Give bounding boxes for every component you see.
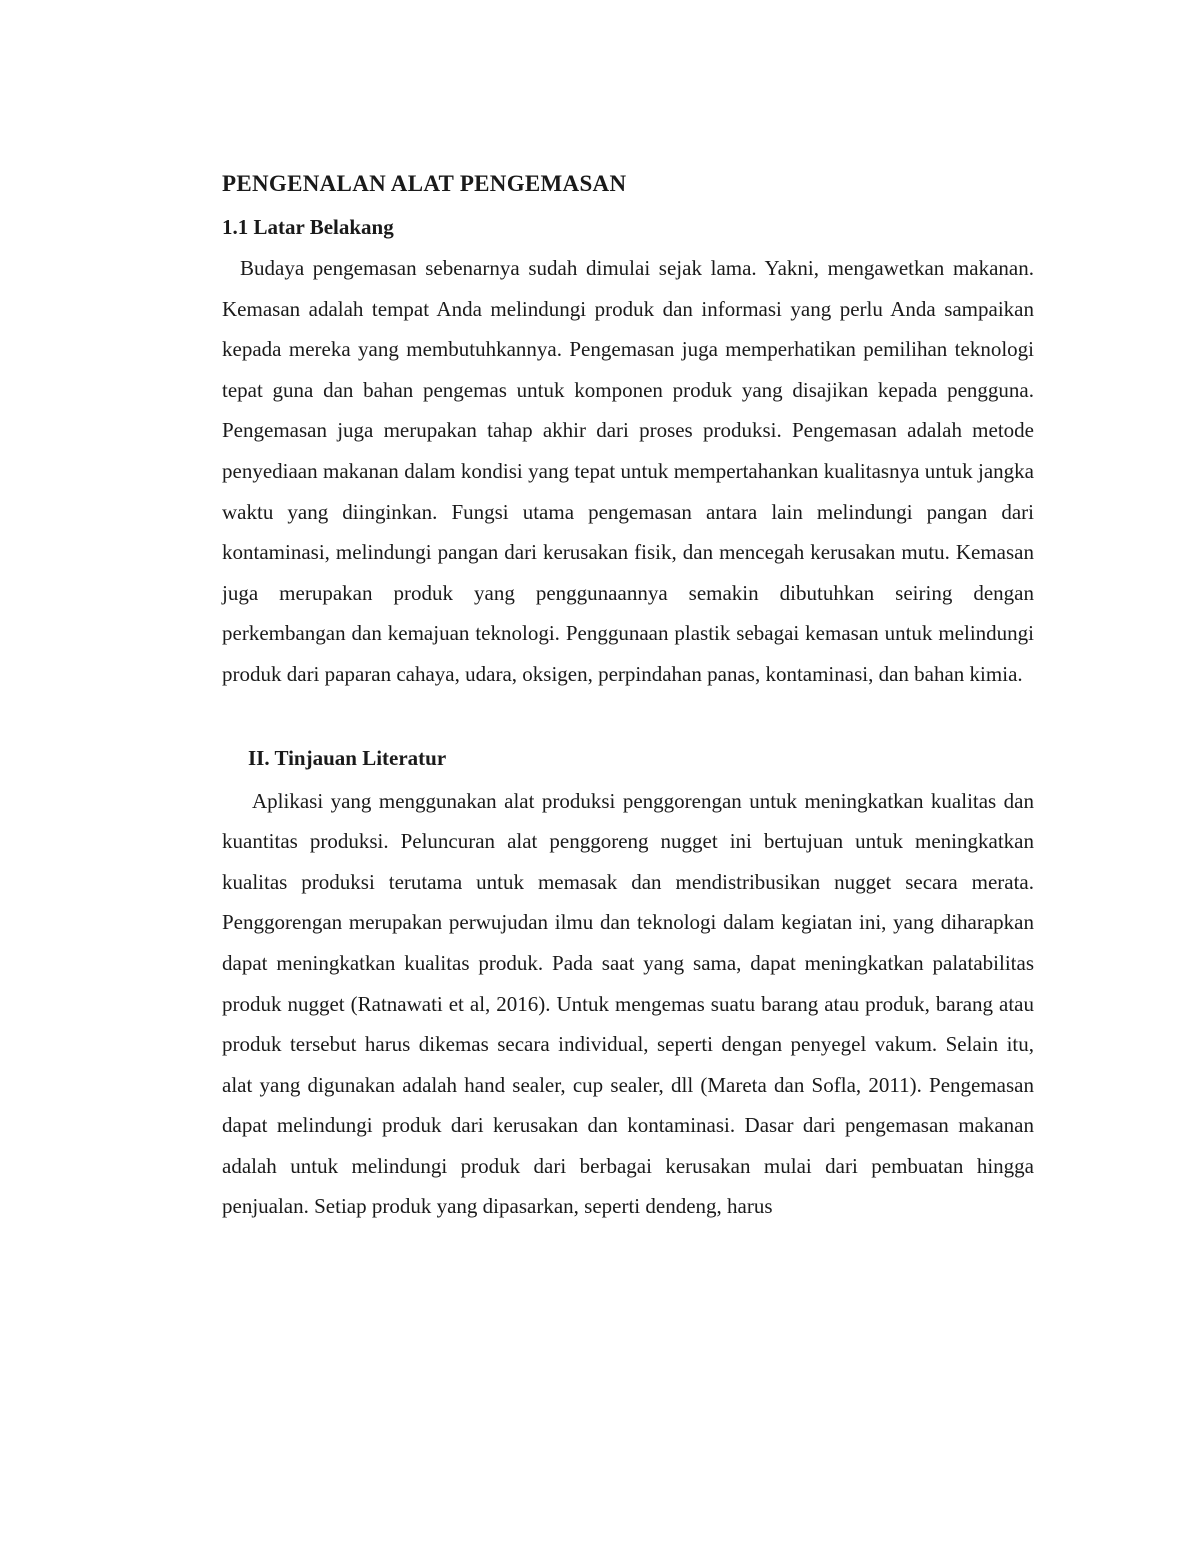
section-heading-tinjauan-literatur: II. Tinjauan Literatur xyxy=(248,745,447,770)
document-title: PENGENALAN ALAT PENGEMASAN xyxy=(222,171,627,196)
section-heading-latar-belakang: 1.1 Latar Belakang xyxy=(222,215,394,239)
document-page xyxy=(222,168,1034,1227)
paragraph-tinjauan-literatur: Aplikasi yang menggunakan alat produksi penggorengan untuk meningkatkan kualitas dan kuantitas produksi. Peluncuran alat penggoreng nugget ini bertujuan untuk meningkatkan kualitas produksi terutama untuk memasak dan mendistribusikan nugget secara merata. Penggorengan merupakan perwujudan ilmu dan teknologi dalam kegiatan ini, yang diharapkan dapat meningkatkan kualitas produk. Pada saat yang sama, dapat meningkatkan palatabilitas produk nugget (Ratnawati et al, 2016). Untuk mengemas suatu barang atau produk, barang atau produk tersebut harus dikemas secara individual, seperti dengan penyegel vakum. Selain itu, alat yang digunakan adalah hand sealer, cup sealer, dll (Mareta dan Sofla, 2011). Pengemasan dapat melindungi produk dari kerusakan dan kontaminasi. Dasar dari pengemasan makanan adalah untuk melindungi produk dari berbagai kerusakan mulai dari pembuatan hingga penjualan. Setiap produk yang dipasarkan, seperti dendeng, harus xyxy=(222,788,1034,1219)
paragraph-latar-belakang: Budaya pengemasan sebenarnya sudah dimulai sejak lama. Yakni, mengawetkan makanan. Kemasan adalah tempat Anda melindungi produk dan informasi yang perlu Anda sampaikan kepada mereka yang membutuhkannya. Pengemasan juga memperhatikan pemilihan teknologi tepat guna dan bahan pengemas untuk komponen produk yang disajikan kepada pengguna. Pengemasan juga merupakan tahap akhir dari proses produksi. Pengemasan adalah metode penyediaan makanan dalam kondisi yang tepat untuk mempertahankan kualitasnya untuk jangka waktu yang diinginkan. Fungsi utama pengemasan antara lain melindungi pangan dari kontaminasi, melindungi pangan dari kerusakan fisik, dan mencegah kerusakan mutu. Kemasan juga merupakan produk yang penggunaannya semakin dibutuhkan seiring dengan perkembangan dan kemajuan teknologi. Penggunaan plastik sebagai kemasan untuk melindungi produk dari paparan cahaya, udara, oksigen, perpindahan panas, kontaminasi, dan bahan kimia. xyxy=(222,256,1034,686)
